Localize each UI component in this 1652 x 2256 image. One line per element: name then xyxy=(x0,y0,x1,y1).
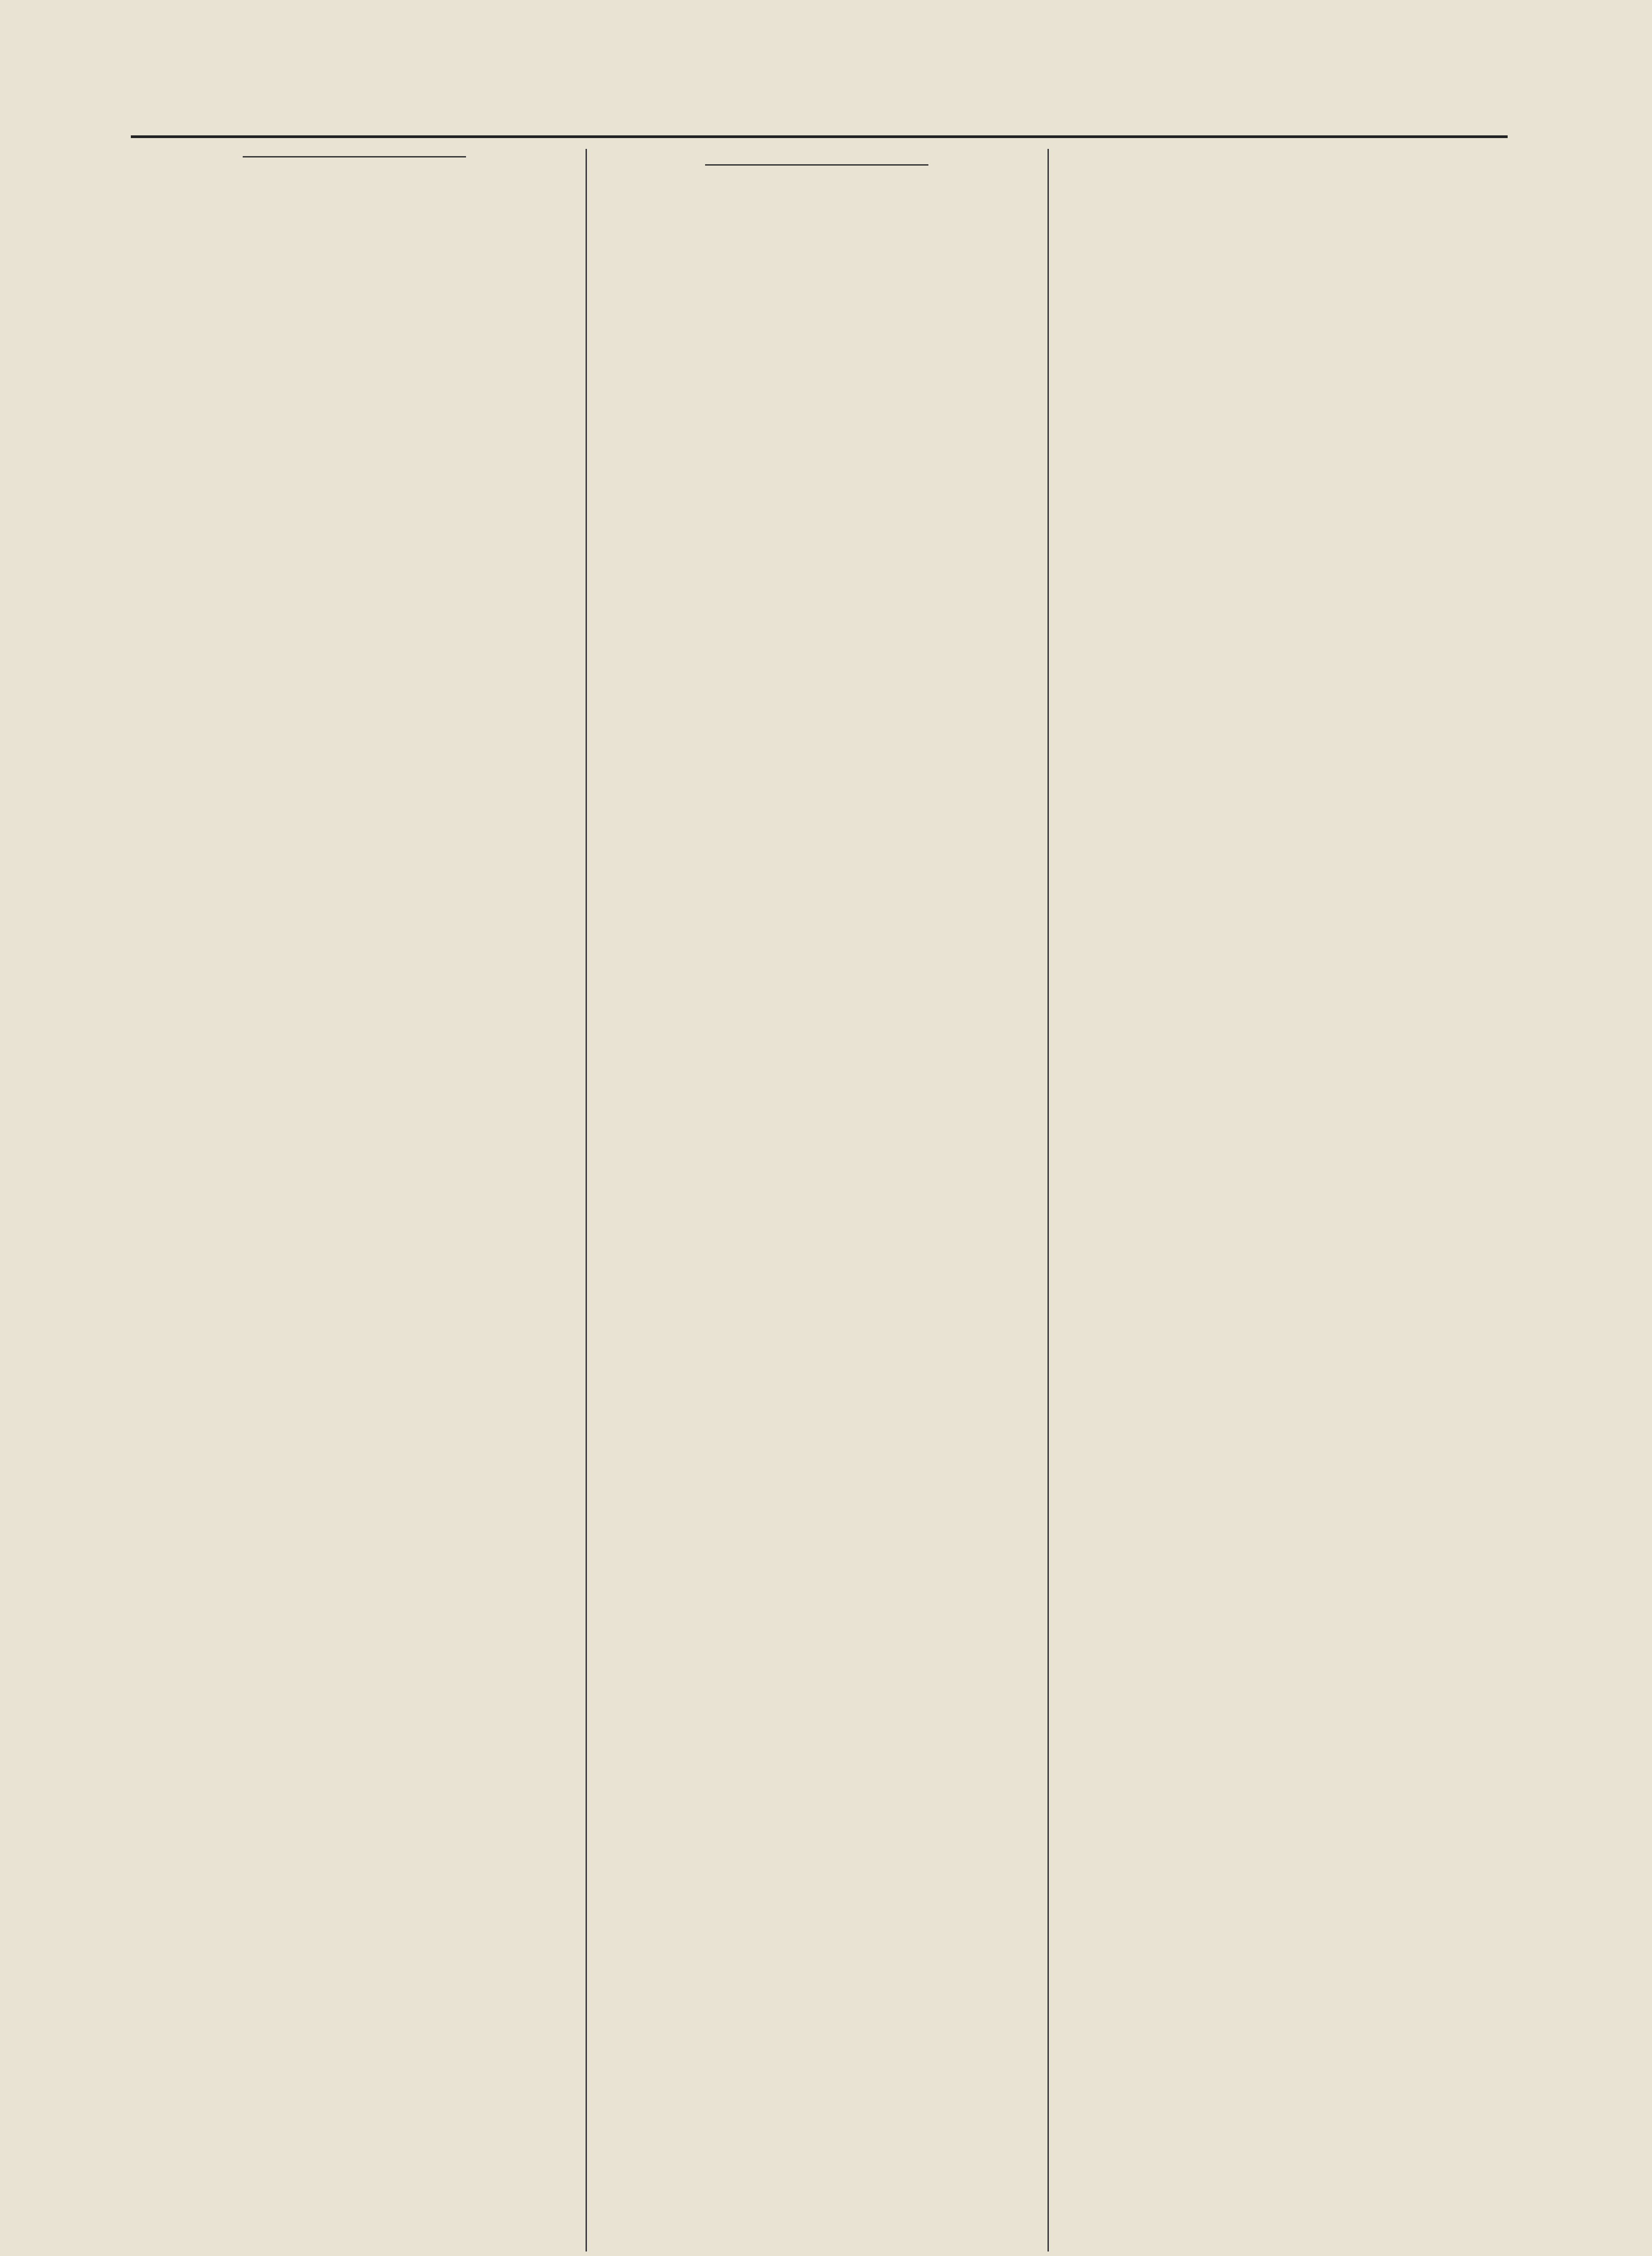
column-divider xyxy=(586,149,587,2251)
column-divider xyxy=(1047,149,1049,2251)
separator xyxy=(243,156,466,157)
column-3 xyxy=(1056,149,1507,2251)
page-header xyxy=(131,86,1508,126)
column-1 xyxy=(131,149,577,2251)
column-2 xyxy=(593,149,1040,2251)
header-rule xyxy=(131,135,1508,138)
separator xyxy=(705,164,928,166)
